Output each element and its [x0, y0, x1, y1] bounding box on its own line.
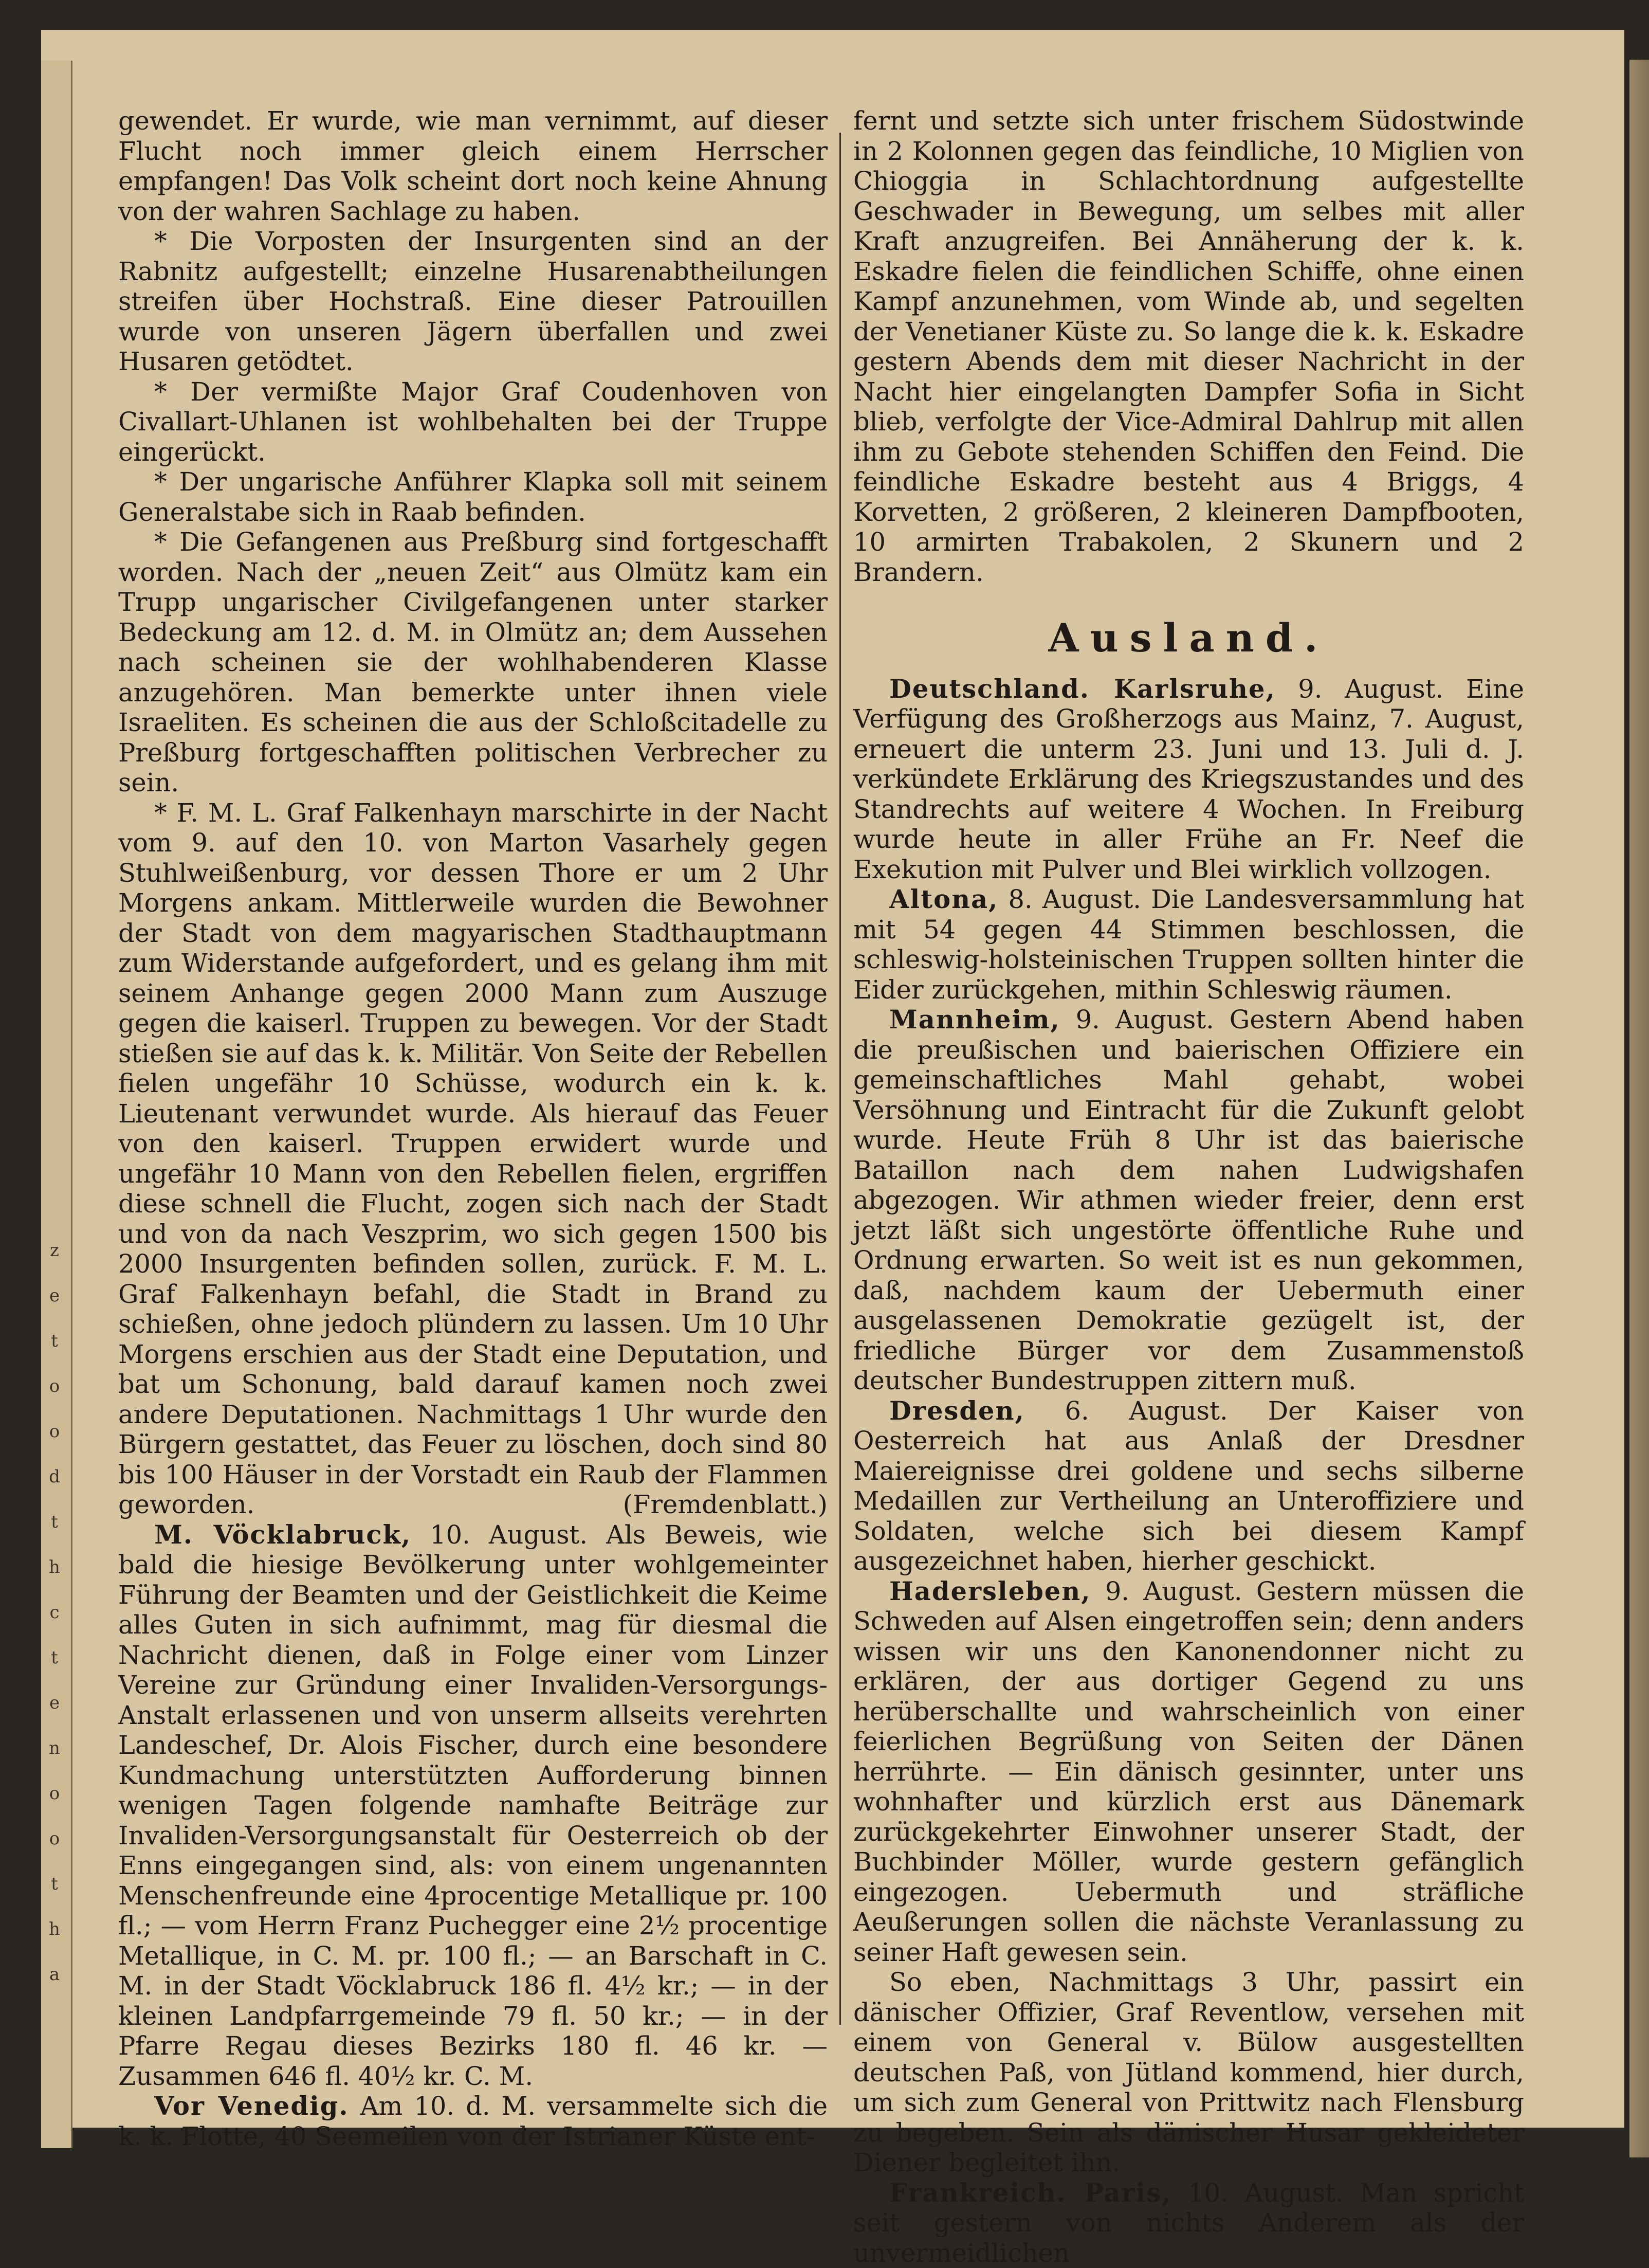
column-divider [839, 133, 841, 2025]
article-paragraph [118, 226, 828, 377]
article-paragraph [118, 527, 828, 798]
paragraph-text: * Die Gefangenen aus Preßburg sind fortgeschafft worden. Nach der „neuen Zeit“ aus Olmütz kam ein Trupp ungarischer Civilgefangenen unter starker Bedeckung am 12. d. M. in Olmütz an; dem Aussehen nach scheinen sie der wohlhabenderen Klasse anzugehören. Man bemerkte unter ihnen viele Israeliten. Es scheinen die aus der Schloßcitadelle zu Preßburg fortgeschafften politischen Verbrecher zu sein. [118, 527, 828, 797]
margin-letter: t [44, 1635, 65, 1680]
binding-strip [41, 61, 72, 2148]
article-paragraph [853, 1396, 1524, 1576]
paragraph-lead: Dresden, [889, 1396, 1025, 1426]
paragraph-lead: Altona, [889, 884, 998, 914]
left-column [118, 106, 828, 2151]
article-paragraph [853, 106, 1524, 587]
article-paragraph [853, 884, 1524, 1005]
paragraph-text: Am 10. d. M. versammelte sich die k. k. Flotte, 40 Seemeilen von der Istrianer Küste ent- [118, 2091, 828, 2151]
article-paragraph [118, 1520, 828, 2092]
paragraph-lead: Hadersleben, [889, 1576, 1091, 1606]
article-paragraph [118, 798, 828, 1520]
margin-letter: t [44, 1861, 65, 1907]
right-column [853, 106, 1524, 2268]
page-stack-edge [1629, 60, 1649, 2157]
paragraph-text: 8. August. Die Landesversammlung hat mit 54 gegen 44 Stimmen beschlossen, die schleswig-holsteinischen Truppen sollten hinter die Eider zurückgehen, mithin Schleswig räumen. [853, 884, 1524, 1005]
margin-letter: o [44, 1409, 65, 1454]
paragraph-lead: Deutschland. Karlsruhe, [889, 674, 1276, 704]
source-citation: (Fremdenblatt.) [587, 1490, 828, 1520]
margin-letter: n [44, 1726, 65, 1771]
article-paragraph [853, 1005, 1524, 1396]
margin-letter: h [44, 1545, 65, 1590]
article-paragraph [853, 1576, 1524, 1968]
paragraph-text: * Der vermißte Major Graf Coudenhoven von Civallart-Uhlanen ist wohlbehalten bei der Truppe eingerückt. [118, 377, 828, 467]
margin-letter: o [44, 1771, 65, 1816]
margin-letter: o [44, 1364, 65, 1409]
margin-letter: e [44, 1680, 65, 1726]
paragraph-text: 10. August. Man spricht seit gestern von nichts Anderem als der unvermeidlichen [853, 2178, 1524, 2268]
paragraph-text: 6. August. Der Kaiser von Oesterreich hat aus Anlaß der Dresdner Maiereignisse drei goldene und sechs silberne Medaillen zur Vertheilung an Unteroffiziere und Soldaten, welche sich bei diesem Kampf ausgezeichnet haben, hierher geschickt. [853, 1396, 1524, 1576]
paragraph-text: gewendet. Er wurde, wie man vernimmt, auf dieser Flucht noch immer gleich einem Herrscher empfangen! Das Volk scheint dort noch keine Ahnung von der wahren Sachlage zu haben. [118, 106, 828, 226]
paragraph-text: * Der ungarische Anführer Klapka soll mit seinem Generalstabe sich in Raab befinden. [118, 467, 828, 527]
margin-letter: t [44, 1318, 65, 1364]
article-paragraph [118, 106, 828, 226]
article-paragraph [118, 467, 828, 527]
margin-letter: e [44, 1273, 65, 1318]
paragraph-lead: Frankreich. Paris, [889, 2178, 1172, 2208]
article-paragraph [118, 377, 828, 467]
paragraph-text: 9. August. Gestern Abend haben die preußischen und baierischen Offiziere ein gemeinschaftliches Mahl gehabt, wobei Versöhnung und Eintracht für die Zukunft gelobt wurde. Heute Früh 8 Uhr ist das baierische Bataillon nach dem nahen Ludwigshafen abgezogen. Wir athmen wieder freier, denn erst jetzt läßt sich ungestörte öffentliche Ruhe und Ordnung erwarten. So weit ist es nun gekommen, daß, nachdem kaum der Uebermuth einer ausgelassenen Demokratie gezügelt ist, der friedliche Bürger vor dem Zusammenstoß deutscher Bundestruppen zittern muß. [853, 1005, 1524, 1395]
margin-letter: o [44, 1816, 65, 1861]
paragraph-text: * F. M. L. Graf Falkenhayn marschirte in der Nacht vom 9. auf den 10. von Marton Vasarhely gegen Stuhlweißenburg, vor dessen Thore er um 2 Uhr Morgens ankam. Mittlerweile wurden die Bewohner der Stadt von dem magyarischen Stadthauptmann zum Widerstande aufgefordert, und es gelang ihm mit seinem Anhange gegen 2000 Mann zum Auszuge gegen die kaiserl. Truppen zu bewegen. Vor der Stadt stießen sie auf das k. k. Militär. Von Seite der Rebellen fielen ungefähr 10 Schüsse, wodurch ein k. k. Lieutenant verwundet wurde. Als hierauf das Feuer von den kaiserl. Truppen erwidert wurde und ungefähr 10 Mann von den Rebellen fielen, ergriffen diese schnell die Flucht, zogen sich nach der Stadt und von da nach Veszprim, wo sich gegen 1500 bis 2000 Insurgenten befinden sollen, zurück. F. M. L. Graf Falkenhayn befahl, die Stadt in Brand zu schießen, ohne jedoch plündern zu lassen. Um 10 Uhr Morgens erschien aus der Stadt eine Deputation, und bat um Schonung, bald darauf kamen noch zwei andere Deputationen. Nachmittags 1 Uhr wurde den Bürgern gestattet, das Feuer zu löschen, doch sind 80 bis 100 Häuser in der Vorstadt ein Raub der Flammen geworden. [118, 798, 828, 1520]
article-paragraph [853, 674, 1524, 885]
newspaper-page [41, 30, 1624, 2128]
paragraph-lead: Mannheim, [889, 1005, 1060, 1035]
margin-letter: z [44, 1228, 65, 1273]
margin-letter: h [44, 1907, 65, 1952]
margin-letter: d [44, 1454, 65, 1499]
margin-letter: t [44, 1499, 65, 1545]
article-paragraph [118, 2091, 828, 2151]
paragraph-text: 9. August. Gestern müssen die Schweden auf Alsen eingetroffen sein; denn anders wissen wir uns den Kanonendonner nicht zu erklären, der aus dortiger Gegend zu uns herüberschallte und wahrscheinlich von einer feierlichen Begrüßung von Seiten der Dänen herrührte. — Ein dänisch gesinnter, unter uns wohnhafter und kürzlich erst aus Dänemark zurückgekehrter Einwohner unserer Stadt, der Buchbinder Möller, wurde gestern gefänglich eingezogen. Uebermuth und sträfliche Aeußerungen sollen die nächste Veranlassung zu seiner Haft gewesen sein. [853, 1576, 1524, 1967]
section-heading: Ausland. [853, 623, 1524, 654]
paragraph-lead: Vor Venedig. [154, 2091, 349, 2121]
margin-letter: c [44, 1590, 65, 1635]
article-paragraph [853, 1967, 1524, 2178]
paragraph-text: 10. August. Als Beweis, wie bald die hiesige Bevölkerung unter wohlgemeinter Führung der Beamten und der Geistlichkeit die Keime alles Guten in sich aufnimmt, mag für diesmal die Nachricht dienen, daß in Folge einer vom Linzer Vereine zur Gründung einer Invaliden-Versorgungs-Anstalt erlassenen und von unserm allseits verehrten Landeschef, Dr. Alois Fischer, durch eine besondere Kundmachung unterstützten Aufforderung binnen wenigen Tagen folgende namhafte Beiträge zur Invaliden-Versorgungsanstalt für Oesterreich ob der Enns eingegangen sind, als: von einem ungenannten Menschenfreunde eine 4procentige Metallique pr. 100 fl.; — vom Herrn Franz Puchegger eine 2½ procentige Metallique, in C. M. pr. 100 fl.; — an Barschaft in C. M. in der Stadt Vöcklabruck 186 fl. 4½ kr.; — in der kleinen Landpfarrgemeinde 79 fl. 50 kr.; — in der Pfarre Regau dieses Bezirks 180 fl. 46 kr. — Zusammen 646 fl. 40½ kr. C. M. [118, 1520, 828, 2091]
paragraph-text: fernt und setzte sich unter frischem Südostwinde in 2 Kolonnen gegen das feindliche, 10 Miglien von Chioggia in Schlachtordnung aufgestellte Geschwader in Bewegung, um selbes mit aller Kraft anzugreifen. Bei Annäherung der k. k. Eskadre fielen die feindlichen Schiffe, ohne einen Kampf anzunehmen, vom Winde ab, und segelten der Venetianer Küste zu. So lange die k. k. Eskadre gestern Abends dem mit dieser Nachricht in der Nacht hier eingelangten Dampfer Sofia in Sicht blieb, verfolgte der Vice-Admiral Dahlrup mit allen ihm zu Gebote stehenden Schiffen den Feind. Die feindliche Eskadre besteht aus 4 Briggs, 4 Korvetten, 2 größeren, 2 kleineren Dampfbooten, 10 armirten Trabakolen, 2 Skunern und 2 Brandern. [853, 106, 1524, 587]
margin-letter: a [44, 1952, 65, 1997]
paragraph-text: So eben, Nachmittags 3 Uhr, passirt ein dänischer Offizier, Graf Reventlow, versehen mit einem von General v. Bülow ausgestellten deutschen Paß, von Jütland kommend, hier durch, um sich zum General von Prittwitz nach Flensburg zu begeben. Sein als dänischer Husar gekleideter Diener begleitet ihn. [853, 1967, 1524, 2178]
paragraph-lead: M. Vöcklabruck, [154, 1520, 411, 1550]
paragraph-text: * Die Vorposten der Insurgenten sind an der Rabnitz aufgestellt; einzelne Husarenabtheilungen streifen über Hochstraß. Eine dieser Patrouillen wurde von unseren Jägern überfallen und zwei Husaren getödtet. [118, 226, 828, 376]
paragraph-text: 9. August. Eine Verfügung des Großherzogs aus Mainz, 7. August, erneuert die unterm 23. Juni und 13. Juli d. J. verkündete Erklärung des Kriegszustandes und des Standrechts auf weitere 4 Wochen. In Freiburg wurde heute in aller Frühe an Fr. Neef die Exekution mit Pulver und Blei wirklich vollzogen. [853, 674, 1524, 884]
margin-letters [44, 1228, 65, 1997]
article-paragraph [853, 2178, 1524, 2268]
